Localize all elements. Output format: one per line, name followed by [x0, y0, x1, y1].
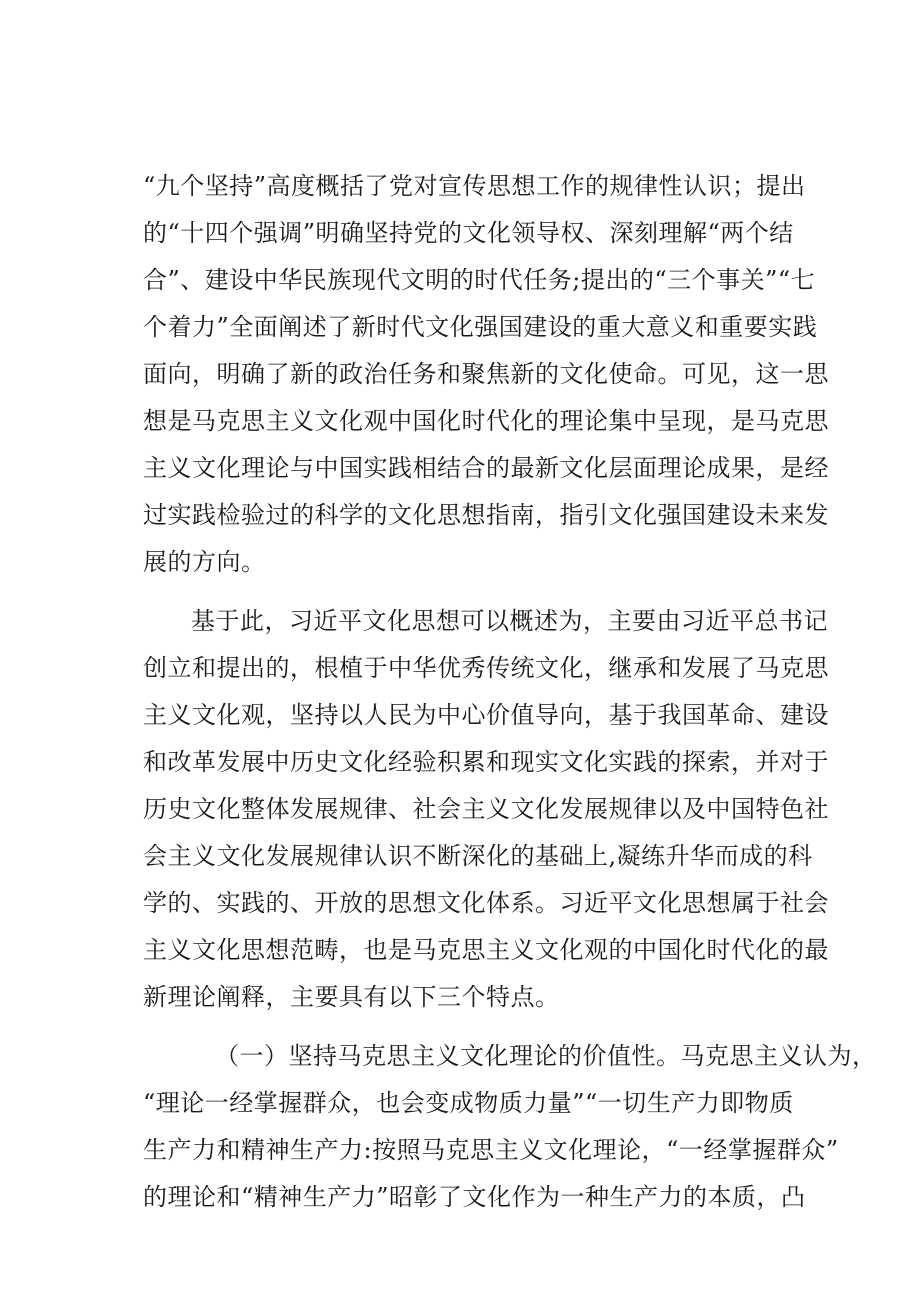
text-line: 创立和提出的，根植于中华优秀传统文化，继承和发展了马克思: [143, 654, 829, 682]
text-line: 和改革发展中历史文化经验积累和现实文化实践的探索，并对于: [143, 748, 829, 776]
text-line: 新理论阐释，主要具有以下三个特点。: [143, 983, 560, 1011]
text-line: 合”、建设中华民族现代文明的时代任务;提出的“三个事关”“七: [143, 266, 816, 294]
text-line: “九个坚持”高度概括了党对宣传思想工作的规律性认识；提出: [143, 172, 806, 200]
text-line: 面向，明确了新的政治任务和聚焦新的文化使命。可见，这一思: [143, 360, 829, 388]
text-line: 的理论和“精神生产力”昭彰了文化作为一种生产力的本质，凸: [143, 1183, 806, 1211]
document-body: [143, 163, 877, 1221]
paragraph-2: [143, 598, 829, 1021]
text-line: 基于此，习近平文化思想可以概述为，主要由习近平总书记: [191, 607, 828, 635]
text-line: 过实践检验过的科学的文化思想指南，指引文化强国建设未来发: [143, 501, 829, 529]
text-line: 学的、实践的、开放的思想文化体系。习近平文化思想属于社会: [143, 889, 829, 917]
paragraph-3: [143, 1033, 877, 1221]
text-line: 个着力”全面阐述了新时代文化强国建设的重大意义和重要实践: [143, 313, 818, 341]
text-line: 展的方向。: [143, 548, 266, 576]
text-line: 想是马克思主义文化观中国化时代化的理论集中呈现，是马克思: [143, 407, 829, 435]
text-line: 主义文化观，坚持以人民为中心价值导向，基于我国革命、建设: [143, 701, 829, 729]
text-line: 会主义文化发展规律认识不断深化的基础上,凝练升华而成的科: [143, 842, 813, 870]
paragraph-1: [143, 163, 829, 586]
text-line: 主义文化理论与中国实践相结合的最新文化层面理论成果，是经: [143, 454, 829, 482]
text-line: 历史文化整体发展规律、社会主义文化发展规律以及中国特色社: [143, 795, 829, 823]
text-line: 主义文化思想范畴，也是马克思主义文化观的中国化时代化的最: [143, 936, 829, 964]
text-line: 的“十四个强调”明确坚持党的文化领导权、深刻理解“两个结: [143, 219, 794, 247]
section-heading-line: （一）坚持马克思主义文化理论的价值性。马克思主义认为，: [215, 1042, 877, 1070]
text-line: 生产力和精神生产力:按照马克思主义文化理论，“一经掌握群众”: [143, 1136, 839, 1164]
text-line: “理论一经掌握群众，也会变成物质力量”“一切生产力即物质: [143, 1089, 794, 1117]
